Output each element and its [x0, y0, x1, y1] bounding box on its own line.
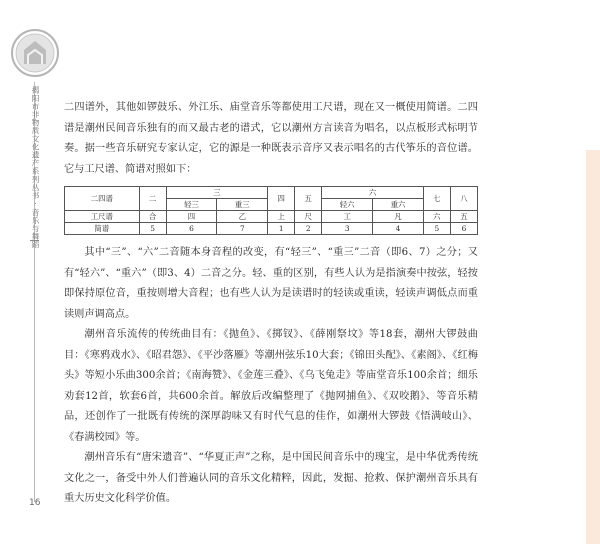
table-cell: 八	[450, 187, 477, 211]
table-cell: 六	[322, 187, 424, 199]
table-cell: 凡	[373, 211, 424, 223]
table-cell: 6	[166, 223, 217, 235]
table-cell: 轻六	[322, 199, 373, 211]
table-cell: 工尺谱	[65, 211, 140, 223]
table-cell: 合	[139, 211, 166, 223]
paragraph: 潮州音乐有“唐宋遗音”、“华夏正声”之称，是中国民间音乐中的瑰宝，是中华优秀传统文化之一，备受中外人们普遍认同的音乐文化精粹，因此，发掘、抢救、保护潮州音乐具有重大历史文化科学价值。	[64, 452, 478, 504]
table-cell: 二四谱	[65, 187, 140, 211]
table-cell: 五	[450, 211, 477, 223]
table-cell: 三	[166, 187, 268, 199]
table-cell: 6	[450, 223, 477, 235]
table-cell: 重三	[217, 199, 268, 211]
table-cell: 7	[217, 223, 268, 235]
table-cell: 四	[268, 187, 295, 211]
table-cell: 简谱	[65, 223, 140, 235]
table-row	[65, 223, 478, 235]
table-cell: 3	[322, 223, 373, 235]
page-number: 16	[29, 498, 41, 508]
notation-comparison-table	[64, 186, 478, 235]
paragraph: 其中“三”、“六”二音随本身音程的改变，有“轻三”、“重三”二音（即6、7）之分；又有“轻六”、“重六”（即3、4）二音之分。轻、重的区别，有些人认为是指演奏中按弦，轻按即保持原位音，重按则增大音程；也有些人认为是读谱时的轻读或重读，轻读声调低点而重读则声调高点。	[64, 247, 478, 320]
paragraph: 潮州音乐流传的传统曲目有：《抛鱼》、《掷钗》、《薛刚祭坟》等18套，潮州大锣鼓曲目：《寒鸦戏水》、《昭君怨》、《平沙落雁》等潮州弦乐10大套；《锦田头配》、《素阁》、《红梅头》等短小乐曲300余首；《南海赞》、《金莲三叠》、《乌飞兔走》等庙堂音乐100余首；细乐劝套12首，软套6首，共600余首。解放后改编整理了《抛网捕鱼》、《双咬鹅》、等音乐精品，还创作了一批既有传统的深厚韵味又有时代气息的佳作，如潮州大锣鼓《悟满岐山》、《春满校园》等。	[64, 329, 478, 443]
table-cell: 5	[423, 223, 450, 235]
table-cell: 5	[139, 223, 166, 235]
series-title: 揭阳市非物质文化遗产系列丛书 · 音乐与舞蹈	[31, 86, 40, 249]
table-cell: 上	[268, 211, 295, 223]
table-cell: 工	[322, 211, 373, 223]
decorative-band	[586, 150, 600, 544]
table-cell: 乙	[217, 211, 268, 223]
table-cell: 六	[423, 211, 450, 223]
paragraph: 二四谱外，其他如锣鼓乐、外江乐、庙堂音乐等都使用工尺谱，现在又一概使用简谱。二四谱是潮州民间音乐独有的而又最古老的谱式，它以潮州方言读音为唱名，以点板形式标明节奏。据一些音乐研究专家认定，它的源是一种既表示音序又表示唱名的古代筝乐的音位谱。它与工尺谱、简谱对照如下：	[64, 102, 478, 175]
intro-section	[64, 98, 478, 180]
table-cell: 四	[166, 211, 217, 223]
emblem-logo	[10, 28, 60, 78]
table-cell: 五	[295, 187, 322, 211]
table-cell: 重六	[373, 199, 424, 211]
table-cell: 1	[268, 223, 295, 235]
table-cell: 二	[139, 187, 166, 211]
table-cell: 七	[423, 187, 450, 211]
table-row	[65, 187, 478, 199]
table-cell: 2	[295, 223, 322, 235]
table-cell: 轻三	[166, 199, 217, 211]
table-cell: 4	[373, 223, 424, 235]
table-row	[65, 211, 478, 223]
body-section	[64, 243, 478, 510]
table-cell: 尺	[295, 211, 322, 223]
